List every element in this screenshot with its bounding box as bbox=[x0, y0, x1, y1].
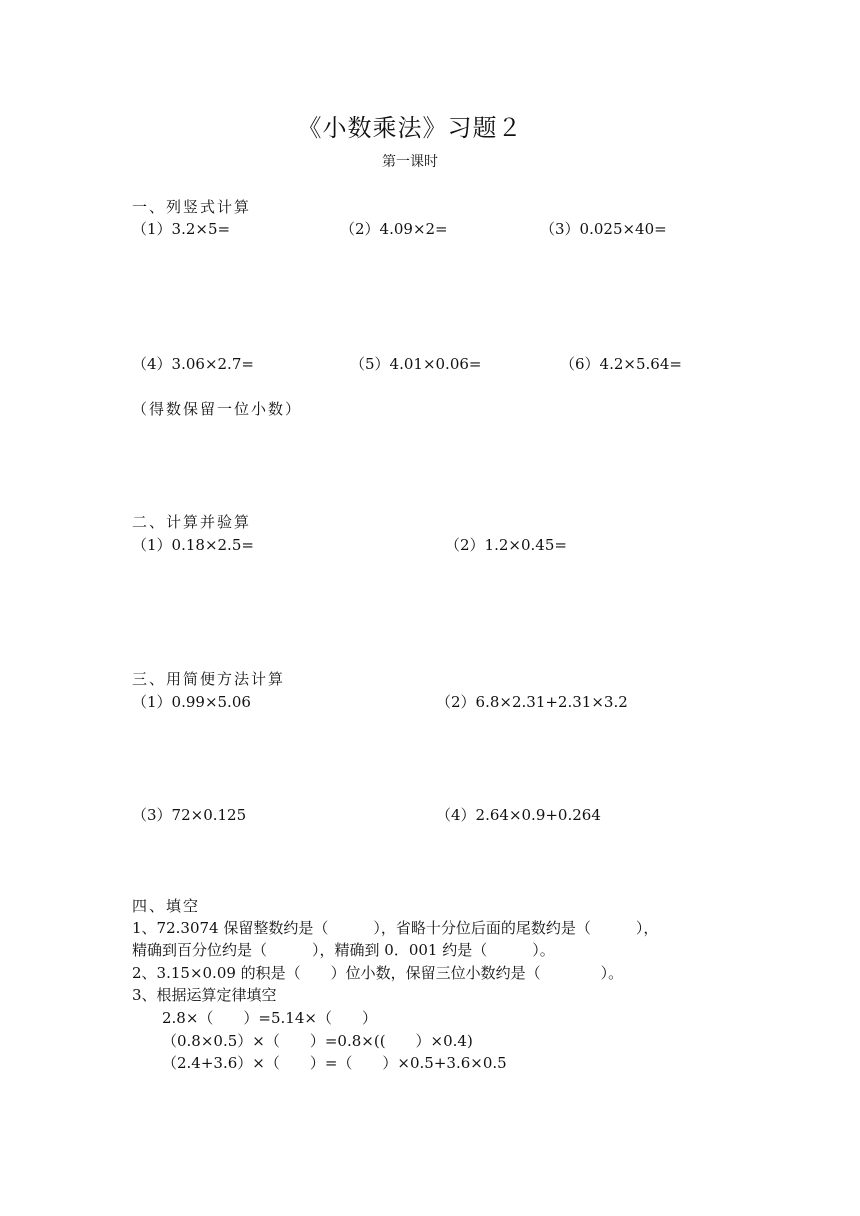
section3-problem-3: （3）72×0.125 bbox=[132, 806, 247, 824]
section1-problem-3: （3）0.025×40= bbox=[540, 220, 667, 238]
section1-heading: 一、列竖式计算 bbox=[132, 198, 252, 216]
section3-problem-4: （4）2.64×0.9+0.264 bbox=[436, 806, 601, 824]
section4-heading: 四、填空 bbox=[132, 897, 201, 915]
section2-heading: 二、计算并验算 bbox=[132, 513, 252, 531]
section2-problem-2: （2）1.2×0.45= bbox=[445, 536, 567, 554]
section4-subline-2: （0.8×0.5）×（ ）=0.8×(( ）×0.4) bbox=[162, 1032, 473, 1050]
section4-subline-1: 2.8×（ ）=5.14×（ ） bbox=[162, 1009, 377, 1027]
section3-heading: 三、用简便方法计算 bbox=[132, 670, 286, 688]
section1-problem-1: （1）3.2×5= bbox=[132, 220, 231, 238]
section4-line-4: 3、根据运算定律填空 bbox=[132, 986, 277, 1004]
section4-line-3: 2、3.15×0.09 的积是（ ）位小数，保留三位小数约是（ ）。 bbox=[132, 964, 624, 982]
section1-problem-6: （6）4.2×5.64= bbox=[560, 355, 682, 373]
section3-problem-1: （1）0.99×5.06 bbox=[132, 693, 251, 711]
section4-line-1: 1、72.3074 保留整数约是（ ），省略十分位后面的尾数约是（ ）， bbox=[132, 919, 659, 937]
section3-problem-2: （2）6.8×2.31+2.31×3.2 bbox=[436, 693, 628, 711]
page-subtitle: 第一课时 bbox=[382, 154, 438, 170]
section4-line-2: 精确到百分位约是（ ），精确到 0．001 约是（ ）。 bbox=[132, 941, 555, 959]
section1-problem-2: （2）4.09×2= bbox=[340, 220, 448, 238]
section2-problem-1: （1）0.18×2.5= bbox=[132, 536, 254, 554]
section4-subline-3: （2.4+3.6）×（ ）=（ ）×0.5+3.6×0.5 bbox=[162, 1054, 507, 1072]
section1-problem-4: （4）3.06×2.7= bbox=[132, 355, 254, 373]
section1-note: （得数保留一位小数） bbox=[132, 400, 303, 418]
page-title: 《小数乘法》习题２ bbox=[297, 114, 523, 142]
section1-problem-5: （5）4.01×0.06= bbox=[350, 355, 482, 373]
